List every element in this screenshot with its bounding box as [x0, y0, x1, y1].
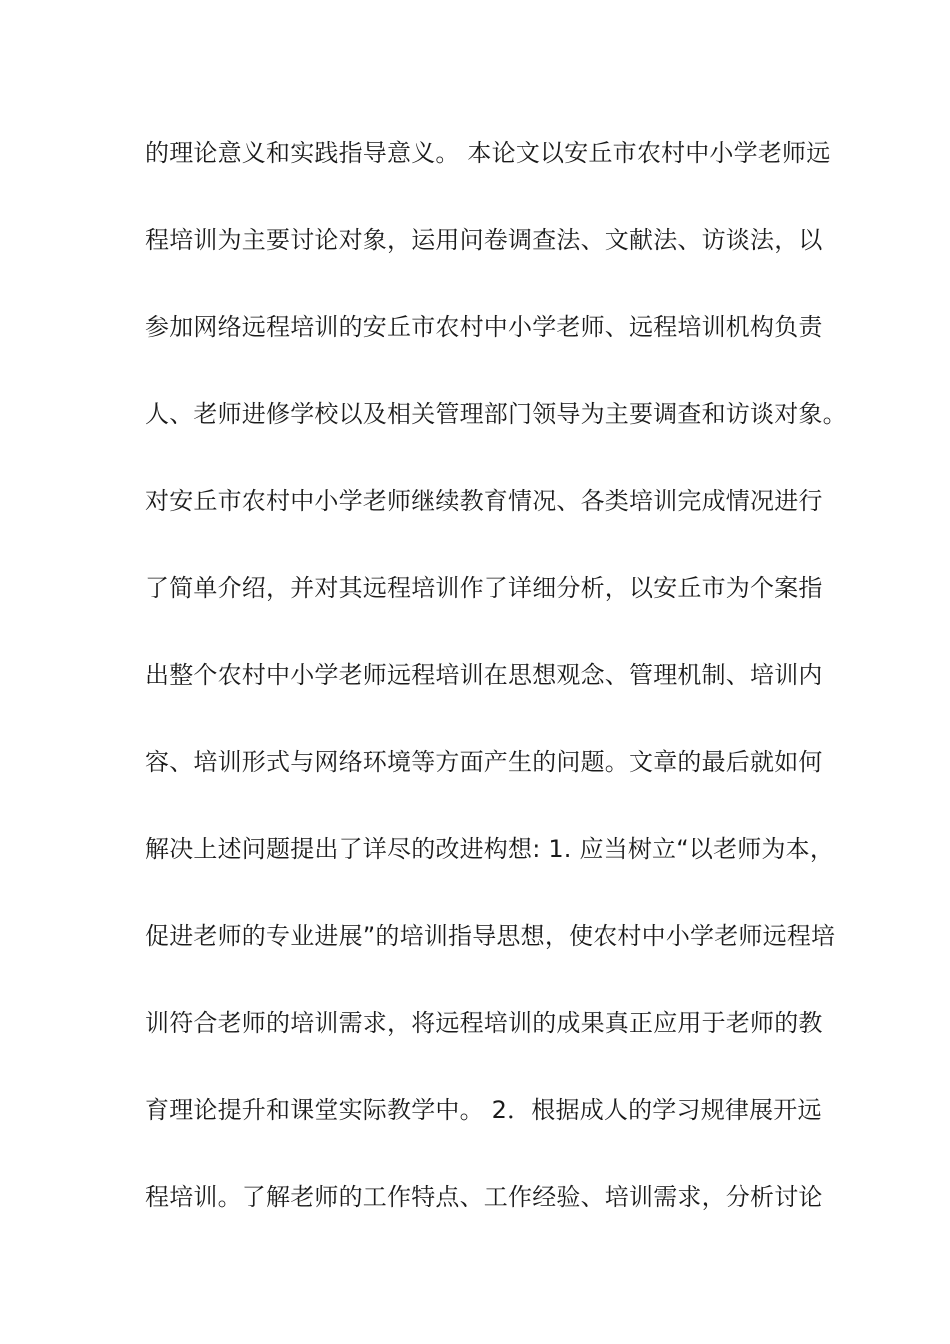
body-text — [145, 131, 847, 1262]
text-line: 育理论提升和课堂实际教学中。 2．根据成人的学习规律展开远 — [145, 1096, 822, 1124]
text-line: 训符合老师的培训需求，将远程培训的成果真正应用于老师的教 — [145, 1009, 823, 1037]
text-line: 容、培训形式与网络环境等方面产生的问题。文章的最后就如何 — [145, 748, 823, 776]
text-line: 了简单介绍，并对其远程培训作了详细分析，以安丘市为个案指 — [145, 574, 823, 602]
text-line: 的理论意义和实践指导意义。 本论文以安丘市农村中小学老师远 — [145, 139, 831, 167]
text-line: 人、老师进修学校以及相关管理部门领导为主要调查和访谈对象。 — [145, 400, 847, 428]
text-line: 参加网络远程培训的安丘市农村中小学老师、远程培训机构负责 — [145, 313, 823, 341]
text-line: 促进老师的专业进展”的培训指导思想，使农村中小学老师远程培 — [145, 922, 836, 950]
text-line: 对安丘市农村中小学老师继续教育情况、各类培训完成情况进行 — [145, 487, 823, 515]
text-line: 解决上述问题提出了详尽的改进构想: 1. 应当树立“以老师为本， — [145, 835, 835, 863]
text-line: 程培训为主要讨论对象，运用问卷调查法、文献法、访谈法，以 — [145, 226, 823, 254]
text-line: 程培训。了解老师的工作特点、工作经验、培训需求，分析讨论 — [145, 1183, 823, 1211]
text-line: 出整个农村中小学老师远程培训在思想观念、管理机制、培训内 — [145, 661, 823, 689]
